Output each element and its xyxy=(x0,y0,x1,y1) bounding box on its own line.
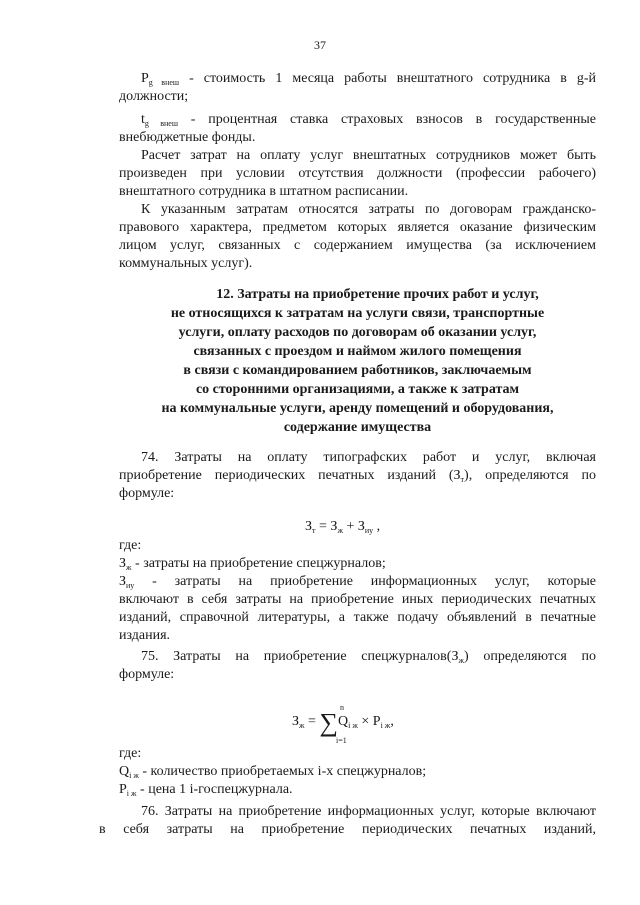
def-q-i-zh: $Q_{i ж}$ - количество приобретаемых i-х спецжурналов; xyxy=(119,764,427,780)
sum-lower-limit: i=1 xyxy=(336,736,347,745)
def-p-g-line2: должности; xyxy=(119,89,189,104)
section-heading-line1: 12. Затраты на приобретение прочих работ и услуг, xyxy=(216,287,539,302)
symbol-t-g: $t_{g внеш}$ xyxy=(141,112,178,128)
section-heading-line8: содержание имущества xyxy=(283,420,432,435)
def-z-zh: $З_ж$ - затраты на приобретение спецжурналов; xyxy=(119,556,386,572)
p74-line2: приобретение периодических печатных изданий $(З_т)$, определяются по xyxy=(119,468,596,484)
p75-line1: 75. Затраты на приобретение $спецжурналов(З_ж)$ определяются по xyxy=(141,649,596,665)
p74-line1: 74. Затраты на оплату типографских работ и услуг, включая xyxy=(141,450,596,465)
p74-line3: формуле: xyxy=(119,486,175,501)
para3-line1: Расчет затрат на оплату услуг внештатных сотрудников может быть xyxy=(141,148,596,163)
p76-line2: в себя затраты на приобретение периодических печатных изданий, xyxy=(99,822,596,837)
para4-line1: К указанным затратам относятся затраты по договорам гражданско- xyxy=(141,202,596,217)
section-heading-line5: в связи с командированием работников, заключаемым xyxy=(183,363,532,378)
p75-line2: формуле: xyxy=(119,667,175,682)
def-z-iu-line3: изданий, справочной литературы, а также подачу объявлений в печатные xyxy=(119,610,596,625)
para4-line3: лицом услуг, связанных с содержанием имущества (за исключением xyxy=(119,238,596,253)
formula-z-t: $З_т = З_ж + З_{иу}$ , xyxy=(305,519,381,535)
def-z-iu-line2: включают в себя затраты на приобретение иных периодических печатных xyxy=(119,592,596,607)
section-heading-line2: не относящихся к затратам на услуги связи, транспортные xyxy=(170,306,545,321)
def-z-iu-line1: $З_{иу}$ - затраты на приобретение информационных услуг, которые xyxy=(119,574,596,590)
def-t-g-line1: $t_{g внеш}$ - процентная ставка страховых взносов в государственные xyxy=(141,112,596,128)
para3-line3: внештатного сотрудника в штатном расписании. xyxy=(119,184,409,199)
sum-upper-limit: n xyxy=(340,703,344,712)
where-label-2: где: xyxy=(119,746,142,761)
para3-line2: произведен при условии отсутствия должности (профессии рабочего) xyxy=(119,166,596,181)
section-heading-line7: на коммунальные услуги, аренду помещений и оборудования, xyxy=(161,401,554,416)
section-heading-line6: со сторонними организациями, а также к затратам xyxy=(195,382,520,397)
where-label-1: где: xyxy=(119,538,142,553)
section-heading-line4: связанных с проездом и наймом жилого помещения xyxy=(193,344,522,359)
para4-line2: правового характера, предметом которых является оказание физическим xyxy=(119,220,596,235)
symbol-z-zh: $(З_ж)$ xyxy=(446,649,469,665)
p76-line1: 76. Затраты на приобретение информационных услуг, которые включают xyxy=(141,804,596,819)
symbol-z-t: $З_т$ xyxy=(453,468,465,484)
def-p-g-line1: $P_{g внеш}$ - стоимость 1 месяца работы внештатного сотрудника в g-й xyxy=(141,71,596,87)
section-heading-line3: услуги, оплату расходов по договорам об оказании услуг, xyxy=(178,325,537,340)
def-z-iu-line4: издания. xyxy=(119,628,171,643)
symbol-p-g: $P_{g внеш}$ xyxy=(141,71,180,87)
def-t-g-line2: внебюджетные фонды. xyxy=(119,130,256,145)
page-number: 37 xyxy=(314,38,326,52)
def-p-i-zh: $P_{i ж}$ - цена 1 i-госпецжурнала. xyxy=(119,782,293,798)
para4-line4: коммунальных услуг). xyxy=(119,256,253,271)
formula-z-zh: $З_ж = \sum Q_{i ж} \times P_{i ж}$, xyxy=(292,708,394,737)
sum-sign: ∑ xyxy=(319,708,338,737)
